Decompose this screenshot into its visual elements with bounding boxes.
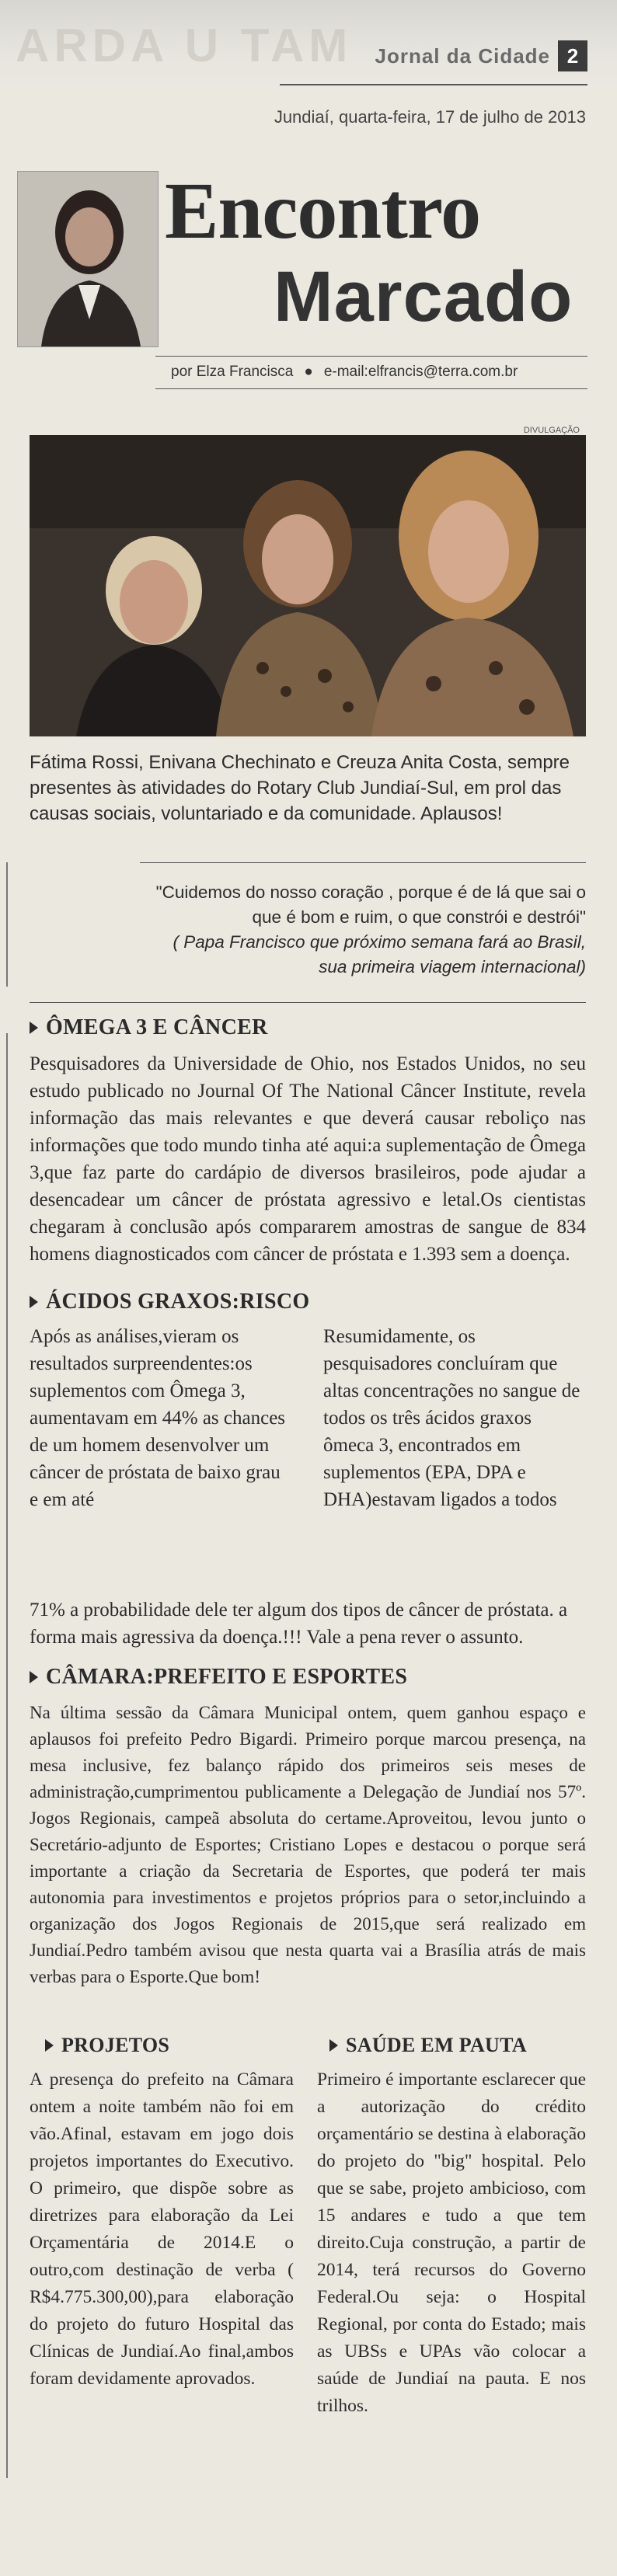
heading-text: ÁCIDOS GRAXOS:RISCO [46, 1290, 310, 1314]
heading-text: ÔMEGA 3 E CÂNCER [46, 1015, 268, 1039]
column-subtitle: Marcado [274, 257, 573, 336]
triangle-bullet-icon [329, 2039, 338, 2052]
bleed-through-text: ARDA U TAM [16, 19, 353, 71]
photo-credit: DIVULGAÇÃO [523, 426, 580, 435]
section-heading-saude [329, 2034, 527, 2057]
section-body-acidos-col2: Resumidamente, os pesquisadores concluíram que altas concentrações no sangue de todos os três ácidos graxos ômeca 3, encontrados em suplementos (EPA, DPA e DHA)estavam ligados a todos [323, 1326, 580, 1510]
section-body-acidos-col1: Após as análises,vieram os resultados surpreendentes:os suplementos com Ômega 3, aumentavam em 44% as chances de um homem desenvolver um câncer de próstata de baixo grau e em até [30, 1326, 286, 1510]
byline [171, 364, 518, 381]
column-header [17, 163, 584, 350]
newspaper-name: Jornal da Cidade [375, 44, 550, 68]
section-heading-camara [30, 1665, 407, 1690]
masthead [375, 40, 588, 71]
page-number: 2 [558, 40, 587, 71]
columnist-photo [17, 171, 159, 347]
quote [140, 880, 586, 980]
triangle-bullet-icon [30, 1296, 38, 1308]
author-email[interactable]: e-mail:elfrancis@terra.com.br [323, 364, 518, 380]
section-body-omega: Pesquisadores da Universidade de Ohio, nos Estados Unidos, no seu estudo publicado no Journal Of The National Câncer Institute, revela informação das mais relevantes e que deverá causar reboliço nas informações que todo mundo tinha até aqui:a suplementação de Ômega 3,que faz parte do cardápio de diversos brasileiros, pode ajudar a desencadear um câncer de próstata agressivo e letal.Os cientistas chegaram à conclusão após compararem amostras de sangue de 834 homens diagnosticados com câncer de próstata e 1.393 sem a doença. [30, 1053, 586, 1265]
bullet-icon: ● [304, 364, 313, 380]
quote-rule-top [140, 862, 586, 863]
heading-text: PROJETOS [61, 2034, 170, 2056]
triangle-bullet-icon [45, 2039, 54, 2052]
event-photo [30, 435, 586, 736]
heading-text: SAÚDE EM PAUTA [346, 2034, 527, 2056]
column-title: Encontro [165, 166, 481, 256]
section-body-camara: Na última sessão da Câmara Municipal ontem, quem ganhou espaço e aplausos foi prefeito Pedro Bigardi. Primeiro porque marcou presença, na mesa inclusive, fez balanço rápido dos primeiros seis meses de administração,cumprimentou publicamente a Delegação de Jundiaí nos 57º. Jogos Regionais, campeã absoluta do certame.Aproveitou, levou junto o Secretário-adjunto de Esportes; Cristiano Lopes e destacou o porque será importante a criação da Secretaria de Esportes, que poderá ter mais autonomia para investimentos e projetos próprios para o setor,incluindo a organização dos Jogos Regionais de 2015,que será realizado em Jundiaí.Pedro também avisou que nesta quarta vai a Brasília atrás de mais verbas para o Esporte.Que bom! [30, 1703, 586, 1986]
triangle-bullet-icon [30, 1022, 38, 1034]
three-women-photo-icon [30, 435, 586, 736]
byline-rule [155, 356, 587, 357]
author-name: por Elza Francisca [171, 364, 294, 380]
section-body-projetos: A presença do prefeito na Câmara ontem a noite também não foi em vão.Afinal, estavam em jogo dois projetos importantes do Executivo. O primeiro, que dispõe sobre as diretrizes para elaboração da Lei Orçamentária de 2014.E o outro,com destinação de verba ( R$4.775.300,00),para elaboração do projeto do futuro Hospital das Clínicas de Jundiaí.Ao final,ambos foram devidamente aprovados. [30, 2070, 294, 2389]
section-heading-omega [30, 1015, 268, 1040]
byline-rule-bottom [155, 388, 587, 389]
photo-caption: Fátima Rossi, Enivana Chechinato e Creuza Anita Costa, sempre presentes às atividades do Rotary Club Jundiaí-Sul, em prol das causas sociais, voluntariado e da comunidade. Aplausos! [30, 752, 570, 824]
dateline: Jundiaí, quarta-feira, 17 de julho de 2013 [274, 107, 586, 127]
section-body-acidos-tail: 71% a probabilidade dele ter algum dos tipos de câncer de próstata. a forma mais agressiva da doença.!!! Vale a pena rever o assunto. [30, 1600, 568, 1648]
section-body-saude: Primeiro é importante esclarecer que a autorização do crédito orçamentário se destina à elaboração do projeto do "big" hospital. Pelo que se sabe, projeto ambicioso, com 15 andares e tudo a que tem direito.Cuja construção, a partir de 2014, terá recursos do Governo Federal.Ou seja: o Hospital Regional, por conta do Estado; mais as UBSs e UPAs vão colocar a saúde de Jundiaí na pauta. E nos trilhos. [317, 2070, 586, 2416]
heading-text: CÂMARA:PREFEITO E ESPORTES [46, 1665, 408, 1689]
quote-text: "Cuidemos do nosso coração , porque é de lá que sai o que é bom e ruim, o que constrói e destrói" [155, 882, 586, 927]
quote-rule-bottom [30, 1002, 586, 1003]
left-margin-rule [6, 862, 8, 987]
section-heading-projetos [45, 2034, 169, 2057]
columnist-portrait-icon [18, 172, 158, 346]
triangle-bullet-icon [30, 1671, 38, 1683]
left-margin-rule-2 [6, 1033, 8, 2478]
section-heading-acidos [30, 1290, 309, 1314]
quote-attribution: ( Papa Francisco que próximo semana fará ao Brasil, sua primeira viagem internacional) [173, 932, 586, 976]
masthead-rule [280, 84, 587, 85]
